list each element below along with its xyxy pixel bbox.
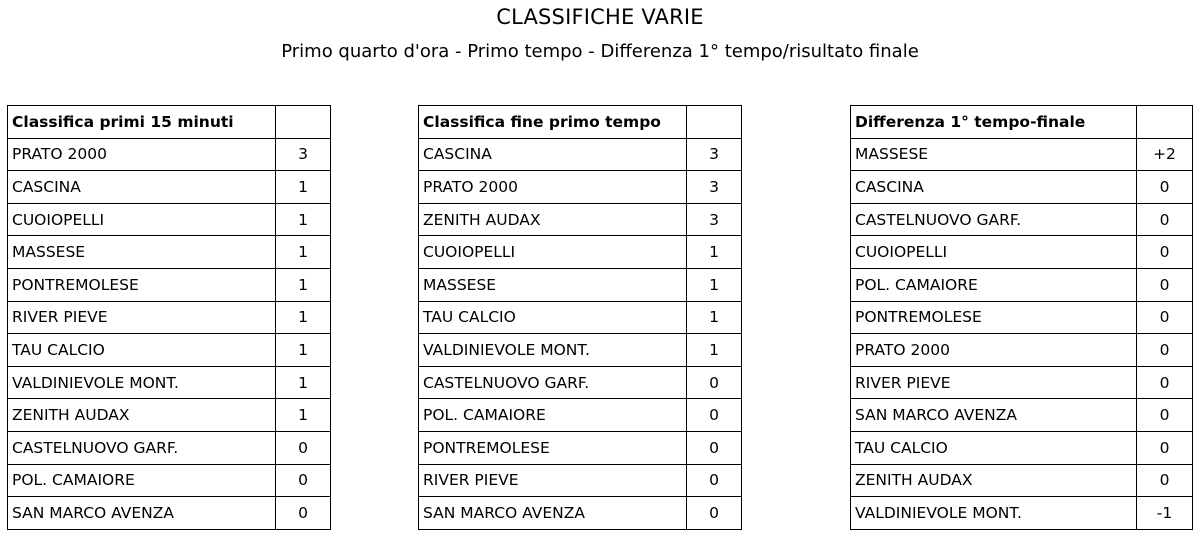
team-name: CASTELNUOVO GARF. — [8, 431, 276, 464]
team-value: 1 — [276, 301, 331, 334]
team-name: SAN MARCO AVENZA — [851, 399, 1137, 432]
team-value: +2 — [1137, 138, 1193, 171]
team-value: 0 — [1137, 268, 1193, 301]
team-value: 0 — [687, 399, 742, 432]
team-value: 1 — [276, 399, 331, 432]
table-row — [8, 366, 331, 399]
table-row — [851, 464, 1193, 497]
table-row — [419, 366, 742, 399]
team-value: 1 — [687, 268, 742, 301]
table-row — [8, 464, 331, 497]
table-row — [851, 138, 1193, 171]
team-value: 1 — [276, 334, 331, 367]
team-value: 0 — [687, 497, 742, 530]
team-name: CUOIOPELLI — [8, 203, 276, 236]
team-value: 3 — [276, 138, 331, 171]
table-row — [419, 464, 742, 497]
team-name: TAU CALCIO — [419, 301, 687, 334]
team-value: 0 — [687, 431, 742, 464]
team-value: 1 — [687, 334, 742, 367]
table-row — [851, 497, 1193, 530]
ranking-table-first-15-minutes — [7, 105, 331, 530]
team-name: PRATO 2000 — [419, 171, 687, 204]
page-subtitle: Primo quarto d'ora - Primo tempo - Differenza 1° tempo/risultato finale — [281, 41, 919, 62]
table-header-row — [8, 106, 331, 139]
table-row — [419, 334, 742, 367]
table-row — [851, 399, 1193, 432]
team-name: RIVER PIEVE — [8, 301, 276, 334]
team-value: 0 — [1137, 203, 1193, 236]
team-name: RIVER PIEVE — [419, 464, 687, 497]
table-row — [8, 334, 331, 367]
team-value: 1 — [276, 236, 331, 269]
table-row — [8, 236, 331, 269]
table-row — [8, 203, 331, 236]
table-title: Classifica primi 15 minuti — [8, 106, 276, 139]
table-row — [8, 268, 331, 301]
team-name: PONTREMOLESE — [851, 301, 1137, 334]
team-value: 0 — [1137, 399, 1193, 432]
team-value: 0 — [687, 464, 742, 497]
team-name: CASTELNUOVO GARF. — [851, 203, 1137, 236]
table-header-value — [276, 106, 331, 139]
table-header-value — [1137, 106, 1193, 139]
table-row — [419, 399, 742, 432]
team-value: 0 — [1137, 464, 1193, 497]
team-name: ZENITH AUDAX — [8, 399, 276, 432]
table-header-row — [851, 106, 1193, 139]
table-header-row — [419, 106, 742, 139]
team-name: VALDINIEVOLE MONT. — [851, 497, 1137, 530]
table-row — [851, 334, 1193, 367]
table-row — [8, 431, 331, 464]
team-value: 0 — [1137, 334, 1193, 367]
team-value: 3 — [687, 203, 742, 236]
table-row — [851, 431, 1193, 464]
table-row — [8, 399, 331, 432]
ranking-table-end-first-half — [418, 105, 742, 530]
team-value: 0 — [276, 431, 331, 464]
team-name: CUOIOPELLI — [419, 236, 687, 269]
team-value: 3 — [687, 171, 742, 204]
team-name: MASSESE — [851, 138, 1137, 171]
team-name: VALDINIEVOLE MONT. — [8, 366, 276, 399]
team-name: VALDINIEVOLE MONT. — [419, 334, 687, 367]
team-value: 1 — [276, 268, 331, 301]
table-row — [8, 171, 331, 204]
team-value: 0 — [276, 497, 331, 530]
team-value: -1 — [1137, 497, 1193, 530]
table-row — [419, 301, 742, 334]
table-row — [419, 497, 742, 530]
table-row — [851, 171, 1193, 204]
team-value: 0 — [276, 464, 331, 497]
team-name: POL. CAMAIORE — [851, 268, 1137, 301]
team-name: ZENITH AUDAX — [851, 464, 1137, 497]
team-name: TAU CALCIO — [851, 431, 1137, 464]
team-name: ZENITH AUDAX — [419, 203, 687, 236]
team-value: 0 — [1137, 236, 1193, 269]
table-row — [419, 203, 742, 236]
table-row — [851, 366, 1193, 399]
team-name: PONTREMOLESE — [419, 431, 687, 464]
table-title: Differenza 1° tempo-finale — [851, 106, 1137, 139]
table-row — [8, 301, 331, 334]
team-name: CASCINA — [851, 171, 1137, 204]
team-value: 1 — [687, 301, 742, 334]
table-row — [419, 268, 742, 301]
page-title: CLASSIFICHE VARIE — [496, 5, 704, 29]
team-name: PONTREMOLESE — [8, 268, 276, 301]
team-name: RIVER PIEVE — [851, 366, 1137, 399]
team-name: POL. CAMAIORE — [8, 464, 276, 497]
team-name: SAN MARCO AVENZA — [8, 497, 276, 530]
team-value: 0 — [1137, 366, 1193, 399]
team-name: MASSESE — [419, 268, 687, 301]
table-row — [851, 268, 1193, 301]
team-name: PRATO 2000 — [851, 334, 1137, 367]
team-value: 3 — [687, 138, 742, 171]
table-row — [8, 497, 331, 530]
ranking-table-difference-first-half-final — [850, 105, 1193, 530]
team-name: TAU CALCIO — [8, 334, 276, 367]
table-title: Classifica fine primo tempo — [419, 106, 687, 139]
team-name: MASSESE — [8, 236, 276, 269]
table-row — [419, 171, 742, 204]
team-name: CASCINA — [8, 171, 276, 204]
table-row — [419, 138, 742, 171]
table-row — [851, 236, 1193, 269]
team-value: 1 — [276, 171, 331, 204]
table-header-value — [687, 106, 742, 139]
team-name: SAN MARCO AVENZA — [419, 497, 687, 530]
table-row — [851, 203, 1193, 236]
team-value: 1 — [276, 366, 331, 399]
table-row — [419, 431, 742, 464]
team-value: 0 — [687, 366, 742, 399]
table-row — [8, 138, 331, 171]
team-value: 0 — [1137, 301, 1193, 334]
table-row — [851, 301, 1193, 334]
team-value: 1 — [276, 203, 331, 236]
team-name: POL. CAMAIORE — [419, 399, 687, 432]
team-value: 0 — [1137, 431, 1193, 464]
team-name: CASTELNUOVO GARF. — [419, 366, 687, 399]
team-name: PRATO 2000 — [8, 138, 276, 171]
team-name: CUOIOPELLI — [851, 236, 1137, 269]
team-name: CASCINA — [419, 138, 687, 171]
table-row — [419, 236, 742, 269]
team-value: 0 — [1137, 171, 1193, 204]
team-value: 1 — [687, 236, 742, 269]
